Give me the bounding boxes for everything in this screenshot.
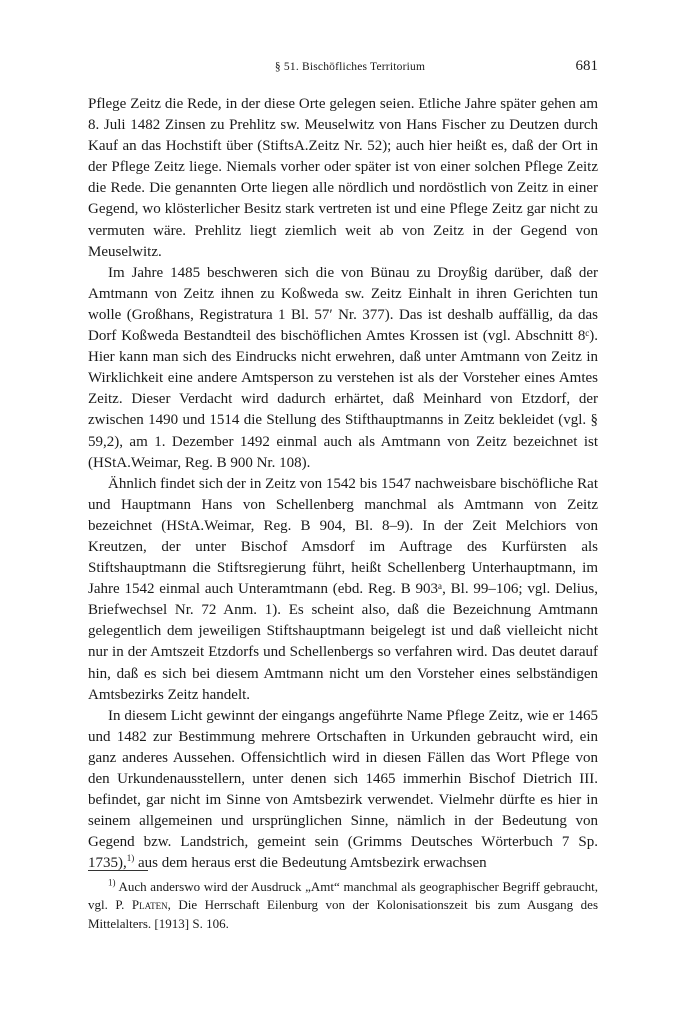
paragraph-4-tail: aus dem heraus erst die Bedeutung Amtsbezirk erwachsen <box>134 855 487 872</box>
footnote-1 <box>88 878 598 933</box>
footnote-text-after: , Die Herrschaft Eilenburg von der Kolonisationszeit bis zum Ausgang des Mittelalters. [1913] S. 106. <box>88 897 599 931</box>
footnote-text-before: Auch anderswo wird der Ausdruck „Amt“ manchmal als geographischer Begriff gebraucht, vgl. P. <box>88 879 598 913</box>
footnote-marker: 1) <box>108 877 116 888</box>
paragraph-4-text: In diesem Licht gewinnt der eingangs angeführte Name Pflege Zeitz, wie er 1465 und 1482 zur Bestimmung mehrere Ortschaften in Urkunden gebraucht wird, ein ganz anderes Aussehen. Offensichtlich wird in diesen Fällen das Wort Pflege von den Urkundenausstellern, unter denen sich 1465 immerhin Bischof Dietrich III. befindet, gar nicht im Sinne von Amtsbezirk verwendet. Vielmehr dürfte es hier in seinem allgemeinen und ursprünglichen Sinne, nämlich in der Bedeutung von Gegend bzw. Landstrich, gemeint sein (Grimms Deutsches Wörterbuch 7 Sp. 1735), <box>88 707 598 872</box>
running-title: § 51. Bischöfliches Territorium <box>274 61 426 73</box>
footnotes <box>88 878 598 933</box>
paragraph-3: Ähnlich findet sich der in Zeitz von 1542 bis 1547 nachweisbare bischöfliche Rat und Hauptmann Hans von Schellenberg manchmal als Amtmann von Zeitz bezeichnet (HStA.Weimar, Reg. B 904, Bl. 8–9). In der Zeit Melchiors von Kreutzen, der unter Bischof Amsdorf im Auftrage des Kurfürsten als Stiftshauptmann die Stiftsregierung führt, heißt Schellenberg Unterhauptmann, im Jahre 1542 einmal auch Unteramtmann (ebd. Reg. B 903ᵃ, Bl. 99–106; vgl. Delius, Briefwechsel Nr. 72 Anm. 1). Es scheint also, daß die Bezeichnung Amtmann gelegentlich dem jeweiligen Stiftshauptmann beigelegt ist und daß vielleicht nicht nur in der Amtszeit Etzdorfs und Schellenbergs so verfahren wird. Das deutet darauf hin, daß es sich bei diesem Amtmann nicht um den Vorsteher eines selbständigen Amtsbezirks Zeitz handelt. <box>88 475 598 703</box>
paragraph-4 <box>88 706 598 875</box>
footnote-author: Platen <box>131 897 168 913</box>
paragraph-2: Im Jahre 1485 beschweren sich die von Bünau zu Droyßig darüber, daß der Amtmann von Zeitz ihnen zu Koßweda sw. Zeitz Einhalt in ihren Gerichten tun wolle (Großhans, Registratura 1 Bl. 57′ Nr. 377). Das ist deshalb auffällig, da das Dorf Koßweda Bestandteil des bischöflichen Amtes Krossen ist (vgl. Abschnitt 8ᶜ). Hier kann man sich des Eindrucks nicht erwehren, daß unter Amtmann von Zeitz in Wirklichkeit eine andere Amtsperson zu verstehen ist als der Vorsteher eines Amtes Zeitz. Dieser Verdacht wird dadurch erhärtet, daß Meinhard von Etzdorf, der zwischen 1490 und 1514 die Stellung des Stifthauptmanns in Zeitz bekleidet (vgl. § 59,2), am 1. Dezember 1492 einmal auch als Amtmann von Zeitz bezeichnet ist (HStA.Weimar, Reg. B 900 Nr. 108). <box>88 264 598 471</box>
body-text <box>88 94 598 874</box>
footnote-reference: 1) <box>126 853 135 864</box>
page-number: 681 <box>575 58 598 74</box>
paragraph-1: Pflege Zeitz die Rede, in der diese Orte gelegen seien. Etliche Jahre später gehen am 8. Juli 1482 Zinsen zu Prehlitz sw. Meuselwitz von Hans Fischer zu Deutzen durch Kauf an das Hochstift über (StiftsA.Zeitz Nr. 52); auch hier heißt es, daß der Ort in der Pflege Zeitz liege. Niemals vorher oder später ist von einer solchen Pflege Zeitz die Rede. Die genannten Orte liegen alle nördlich und nordöstlich von Zeitz in einer Gegend, wo klösterlicher Besitz stark vertreten ist und eine Pflege Zeitz gar nicht zu vermuten wäre. Prehlitz liegt ziemlich weit ab von Zeitz in der Gegend von Meuselwitz. <box>88 96 598 260</box>
footnote-separator <box>88 870 148 871</box>
running-header <box>0 58 700 80</box>
